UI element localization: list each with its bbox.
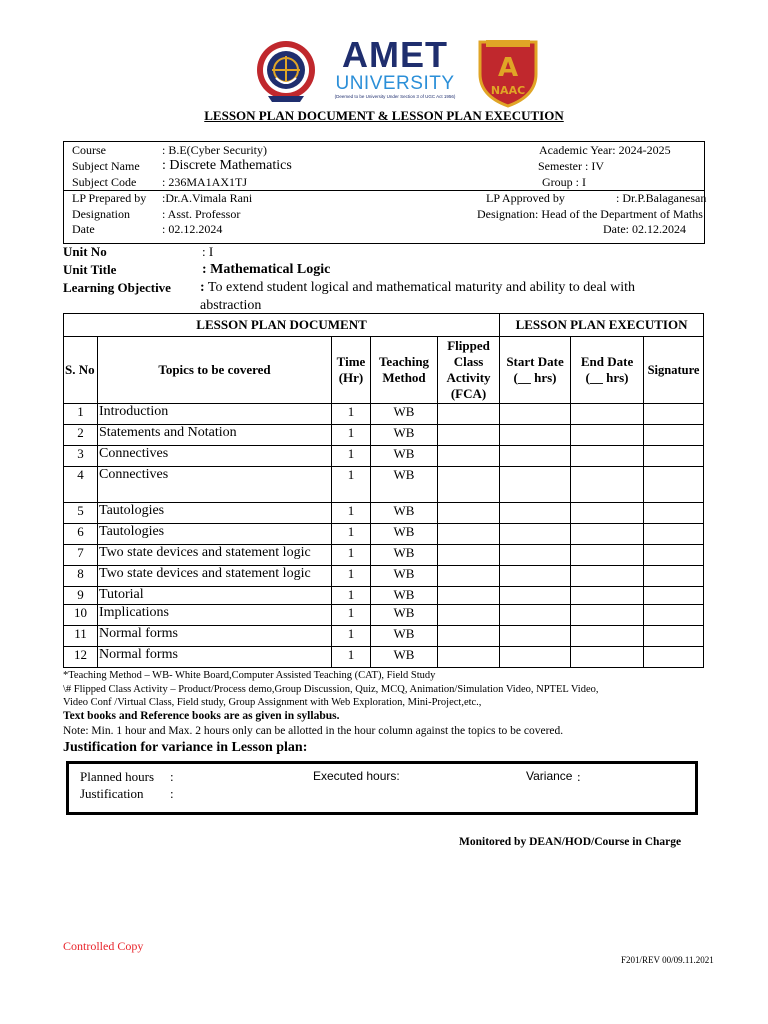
learning-objective-text bbox=[200, 279, 700, 315]
cell-method: WB bbox=[371, 605, 438, 626]
naac-shield-logo bbox=[476, 38, 540, 108]
cell-start-date bbox=[500, 587, 571, 605]
table-row bbox=[64, 587, 704, 605]
cell-time: 1 bbox=[332, 587, 371, 605]
cell-time: 1 bbox=[332, 524, 371, 545]
group-header-execution: LESSON PLAN EXECUTION bbox=[500, 314, 704, 337]
executed-hours-label: Executed hours: bbox=[313, 769, 400, 783]
cell-start-date bbox=[500, 605, 571, 626]
cell-fca bbox=[438, 404, 500, 425]
revision-code: F201/REV 00/09.11.2021 bbox=[621, 955, 714, 965]
naac-grade-letter: A bbox=[497, 53, 519, 83]
col-header-topics: Topics to be covered bbox=[98, 337, 332, 404]
justification-box bbox=[66, 761, 698, 815]
cell-signature bbox=[644, 446, 704, 467]
unit-title-value: : Mathematical Logic bbox=[202, 262, 331, 277]
col-header-fca: Flipped Class Activity (FCA) bbox=[438, 337, 500, 404]
cell-start-date bbox=[500, 524, 571, 545]
cell-start-date bbox=[500, 626, 571, 647]
course-value: : B.E(Cyber Security) bbox=[162, 143, 267, 157]
table-row bbox=[64, 626, 704, 647]
cell-method: WB bbox=[371, 566, 438, 587]
cell-time: 1 bbox=[332, 446, 371, 467]
table-row bbox=[64, 503, 704, 524]
document-title: LESSON PLAN DOCUMENT & LESSON PLAN EXECUTION bbox=[204, 108, 564, 123]
cell-end-date bbox=[571, 626, 644, 647]
university-wordmark bbox=[334, 36, 456, 106]
cell-sno: 10 bbox=[64, 605, 98, 626]
cell-fca bbox=[438, 446, 500, 467]
cell-method: WB bbox=[371, 404, 438, 425]
table-row bbox=[64, 524, 704, 545]
cell-end-date bbox=[571, 503, 644, 524]
cell-end-date bbox=[571, 545, 644, 566]
cell-start-date bbox=[500, 503, 571, 524]
cell-sno: 6 bbox=[64, 524, 98, 545]
learning-objective-line2: abstraction bbox=[200, 298, 262, 313]
brand-subname: UNIVERSITY bbox=[335, 73, 455, 94]
learning-objective-line1: To extend student logical and mathematical maturity and ability to deal with bbox=[207, 280, 635, 295]
cell-end-date bbox=[571, 605, 644, 626]
cell-topic: Statements and Notation bbox=[98, 425, 332, 446]
learning-objective-colon: : bbox=[200, 280, 205, 295]
cell-fca bbox=[438, 605, 500, 626]
cell-topic: Normal forms bbox=[98, 626, 332, 647]
cell-signature bbox=[644, 503, 704, 524]
cell-time: 1 bbox=[332, 503, 371, 524]
unit-title-value-wrap bbox=[202, 262, 330, 278]
cell-method: WB bbox=[371, 587, 438, 605]
cell-sno: 11 bbox=[64, 626, 98, 647]
brand-name: AMET bbox=[342, 34, 448, 75]
cell-sno: 2 bbox=[64, 425, 98, 446]
cell-signature bbox=[644, 404, 704, 425]
approved-by-value: : Dr.P.Balaganesan bbox=[616, 191, 707, 205]
unit-title-label: Unit Title bbox=[63, 262, 117, 277]
cell-signature bbox=[644, 587, 704, 605]
unit-no-row bbox=[63, 244, 107, 260]
note-hours: Note: Min. 1 hour and Max. 2 hours only can be allotted in the hour column against the topics to be covered. bbox=[63, 725, 564, 737]
col-header-teaching-method: Teaching Method bbox=[371, 337, 438, 404]
cell-fca bbox=[438, 566, 500, 587]
cell-time: 1 bbox=[332, 404, 371, 425]
cell-fca bbox=[438, 425, 500, 446]
cell-method: WB bbox=[371, 626, 438, 647]
note-fca-line1: \# Flipped Class Activity – Product/Process demo,Group Discussion, Quiz, MCQ, Animation/Simulation Video, NPTEL Video, bbox=[63, 684, 599, 695]
cell-time: 1 bbox=[332, 425, 371, 446]
cell-end-date bbox=[571, 647, 644, 668]
unit-no-label: Unit No bbox=[63, 244, 107, 259]
cell-time: 1 bbox=[332, 605, 371, 626]
cell-signature bbox=[644, 647, 704, 668]
cell-fca bbox=[438, 467, 500, 503]
cell-topic: Two state devices and statement logic bbox=[98, 545, 332, 566]
subject-name-value: : Discrete Mathematics bbox=[162, 158, 292, 173]
cell-start-date bbox=[500, 404, 571, 425]
table-row bbox=[64, 545, 704, 566]
designation-label: Designation bbox=[72, 207, 130, 221]
table-row bbox=[64, 446, 704, 467]
cell-signature bbox=[644, 467, 704, 503]
cell-start-date bbox=[500, 446, 571, 467]
approver-designation: Designation: Head of the Department of Maths bbox=[477, 207, 703, 221]
course-label: Course bbox=[72, 143, 106, 157]
table-row bbox=[64, 425, 704, 446]
cell-fca bbox=[438, 524, 500, 545]
cell-signature bbox=[644, 524, 704, 545]
approved-by-label: LP Approved by bbox=[486, 191, 565, 205]
cell-signature bbox=[644, 626, 704, 647]
cell-topic: Tutorial bbox=[98, 587, 332, 605]
cell-sno: 9 bbox=[64, 587, 98, 605]
cell-topic: Connectives bbox=[98, 446, 332, 467]
col-header-start-date: Start Date (__ hrs) bbox=[500, 337, 571, 404]
col-header-sno: S. No bbox=[64, 337, 98, 404]
cell-end-date bbox=[571, 446, 644, 467]
learning-objective-row bbox=[63, 280, 171, 296]
university-seal-logo bbox=[256, 38, 316, 104]
table-row bbox=[64, 566, 704, 587]
designation-value: : Asst. Professor bbox=[162, 207, 241, 221]
cell-sno: 3 bbox=[64, 446, 98, 467]
cell-end-date bbox=[571, 425, 644, 446]
table-row bbox=[64, 467, 704, 503]
cell-end-date bbox=[571, 587, 644, 605]
cell-topic: Connectives bbox=[98, 467, 332, 503]
table-group-header bbox=[64, 314, 704, 337]
cell-start-date bbox=[500, 467, 571, 503]
cell-method: WB bbox=[371, 467, 438, 503]
justification-title: Justification for variance in Lesson plan: bbox=[63, 740, 308, 755]
cell-start-date bbox=[500, 647, 571, 668]
cell-topic: Two state devices and statement logic bbox=[98, 566, 332, 587]
naac-label: NAAC bbox=[490, 84, 526, 97]
cell-start-date bbox=[500, 425, 571, 446]
cell-time: 1 bbox=[332, 545, 371, 566]
cell-sno: 5 bbox=[64, 503, 98, 524]
approver-date: Date: 02.12.2024 bbox=[603, 222, 686, 236]
col-header-time: Time (Hr) bbox=[332, 337, 371, 404]
cell-time: 1 bbox=[332, 626, 371, 647]
cell-topic: Tautologies bbox=[98, 524, 332, 545]
cell-fca bbox=[438, 626, 500, 647]
cell-topic: Implications bbox=[98, 605, 332, 626]
table-column-header bbox=[64, 337, 704, 404]
col-header-end-date: End Date (__ hrs) bbox=[571, 337, 644, 404]
prepared-by-value: :Dr.A.Vimala Rani bbox=[162, 191, 253, 205]
table-row bbox=[64, 404, 704, 425]
unit-no-value-wrap bbox=[202, 244, 213, 260]
cell-topic: Normal forms bbox=[98, 647, 332, 668]
cell-signature bbox=[644, 566, 704, 587]
cell-end-date bbox=[571, 467, 644, 503]
planned-hours-label: Planned hours bbox=[80, 769, 155, 784]
cell-sno: 1 bbox=[64, 404, 98, 425]
cell-end-date bbox=[571, 524, 644, 545]
cell-time: 1 bbox=[332, 566, 371, 587]
date-label: Date bbox=[72, 222, 95, 236]
cell-start-date bbox=[500, 566, 571, 587]
note-fca-line2: Video Conf /Virtual Class, Field study, Group Assignment with Web Exploration, Mini-Project,etc., bbox=[63, 697, 482, 708]
cell-fca bbox=[438, 647, 500, 668]
date-value: : 02.12.2024 bbox=[162, 222, 223, 236]
table-row bbox=[64, 605, 704, 626]
info-divider bbox=[64, 190, 704, 191]
header-logos bbox=[250, 36, 550, 110]
cell-signature bbox=[644, 425, 704, 446]
variance-label: Variance bbox=[526, 769, 573, 783]
cell-time: 1 bbox=[332, 467, 371, 503]
cell-signature bbox=[644, 605, 704, 626]
cell-fca bbox=[438, 503, 500, 524]
academic-year: Academic Year: 2024-2025 bbox=[539, 143, 671, 157]
unit-no-value: : I bbox=[202, 244, 214, 259]
cell-time: 1 bbox=[332, 647, 371, 668]
col-header-signature: Signature bbox=[644, 337, 704, 404]
justification-colon: : bbox=[170, 786, 174, 801]
cell-method: WB bbox=[371, 647, 438, 668]
cell-start-date bbox=[500, 545, 571, 566]
monitored-by: Monitored by DEAN/HOD/Course in Charge bbox=[459, 836, 682, 848]
semester: Semester : IV bbox=[538, 159, 604, 173]
subject-name-label: Subject Name bbox=[72, 159, 140, 173]
justification-label: Justification bbox=[80, 786, 144, 801]
cell-method: WB bbox=[371, 503, 438, 524]
cell-sno: 8 bbox=[64, 566, 98, 587]
variance-colon: : bbox=[577, 769, 581, 784]
controlled-copy-label: Controlled Copy bbox=[63, 939, 144, 953]
cell-sno: 7 bbox=[64, 545, 98, 566]
cell-signature bbox=[644, 545, 704, 566]
note-teaching-method: *Teaching Method – WB- White Board,Computer Assisted Teaching (CAT), Field Study bbox=[63, 670, 436, 681]
cell-sno: 12 bbox=[64, 647, 98, 668]
group-header-document: LESSON PLAN DOCUMENT bbox=[64, 314, 500, 337]
planned-hours-colon: : bbox=[170, 769, 174, 784]
note-textbooks: Text books and Reference books are as given in syllabus. bbox=[63, 710, 340, 722]
learning-objective-label: Learning Objective bbox=[63, 280, 171, 295]
unit-title-row bbox=[63, 262, 116, 278]
cell-fca bbox=[438, 587, 500, 605]
cell-method: WB bbox=[371, 524, 438, 545]
cell-topic: Introduction bbox=[98, 404, 332, 425]
table-row bbox=[64, 647, 704, 668]
subject-code-label: Subject Code bbox=[72, 175, 137, 189]
cell-end-date bbox=[571, 404, 644, 425]
cell-method: WB bbox=[371, 545, 438, 566]
cell-fca bbox=[438, 545, 500, 566]
subject-code-value: : 236MA1AX1TJ bbox=[162, 175, 248, 189]
prepared-by-label: LP Prepared by bbox=[72, 191, 147, 205]
brand-tagline: (Deemed to be University Under Section 3 of UGC Act 1956) bbox=[334, 94, 456, 99]
group: Group : I bbox=[542, 175, 586, 189]
course-info-box bbox=[63, 141, 705, 244]
cell-end-date bbox=[571, 566, 644, 587]
cell-method: WB bbox=[371, 425, 438, 446]
cell-method: WB bbox=[371, 446, 438, 467]
cell-topic: Tautologies bbox=[98, 503, 332, 524]
lesson-plan-table bbox=[63, 313, 704, 668]
cell-sno: 4 bbox=[64, 467, 98, 503]
